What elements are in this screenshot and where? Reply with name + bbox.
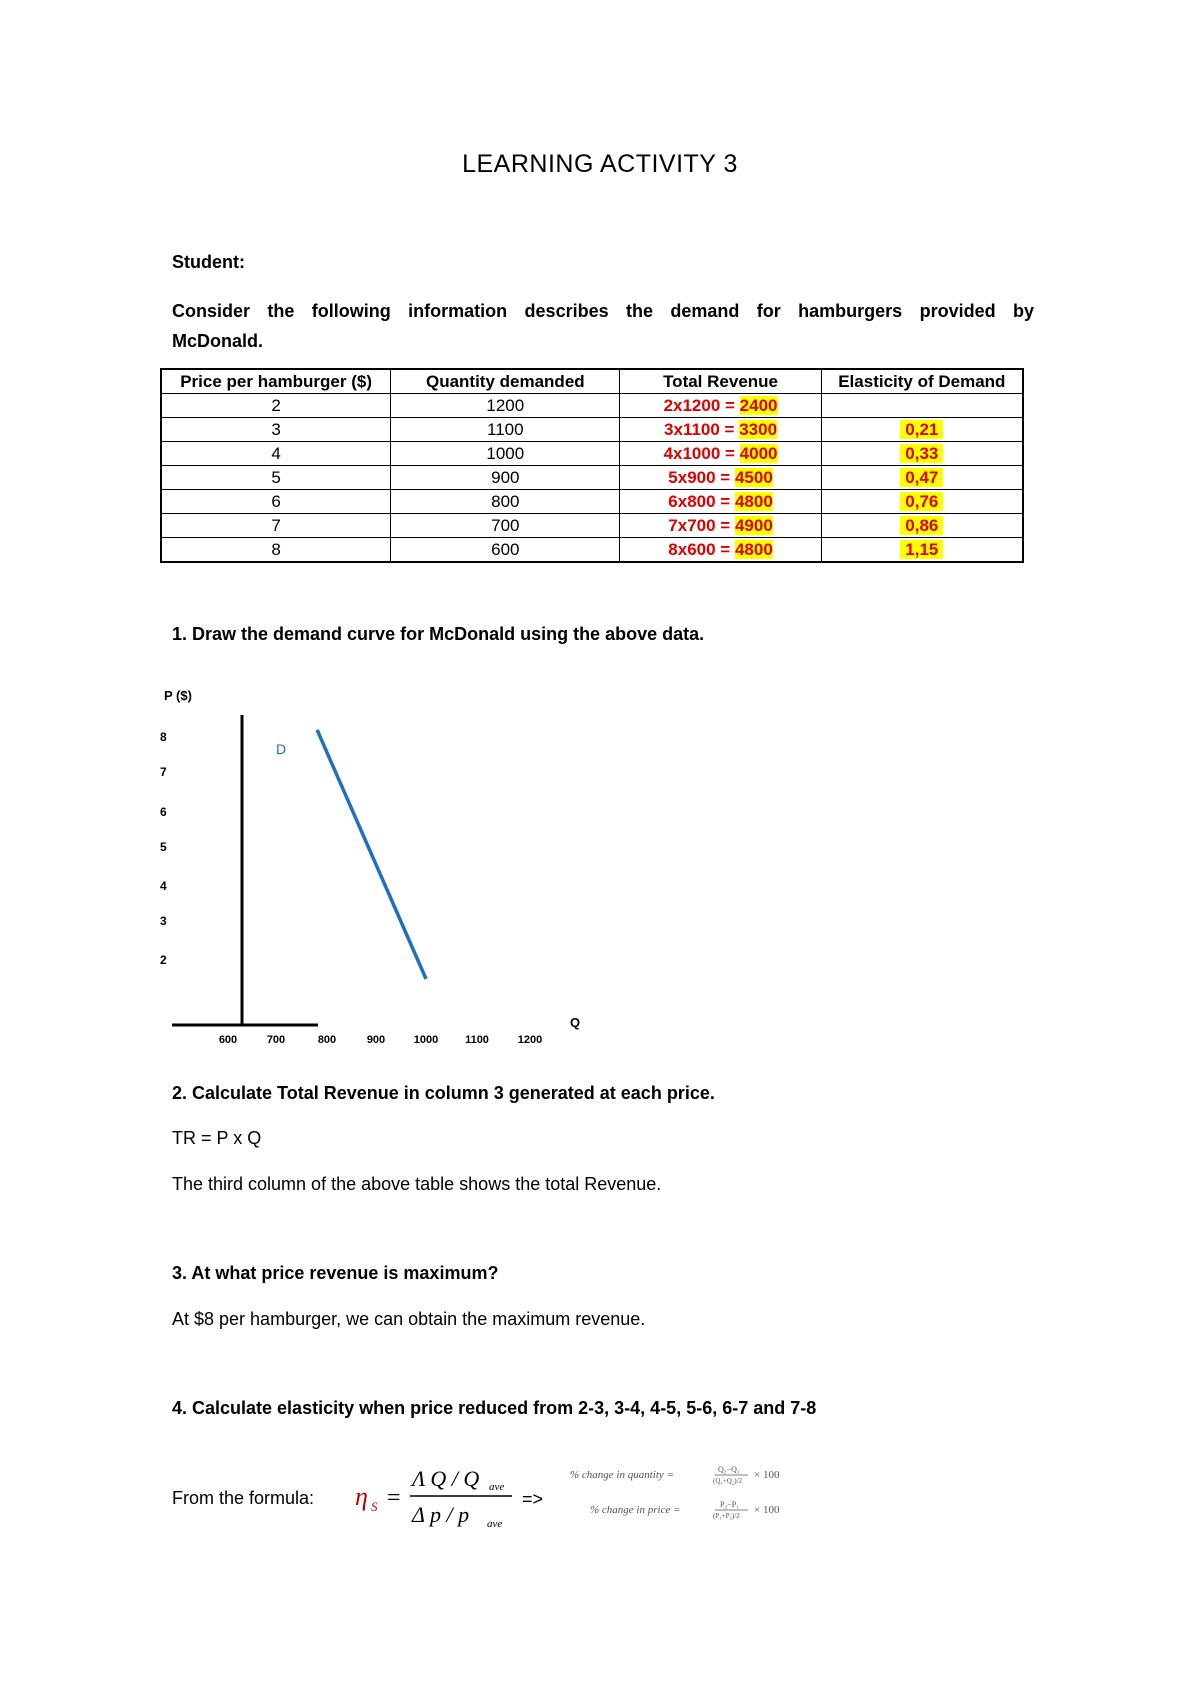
x-tick-label: 600 [218,1034,238,1046]
x-ticks [219,1034,542,1046]
tr-formula: 3x1100 = [664,419,740,439]
cell-quantity: 800 [391,490,620,514]
pct-p-frac-den: (P₁+P₂)/2 [713,1512,740,1520]
cell-elasticity [821,418,1023,442]
x-tick-label: 1100 [465,1034,489,1046]
header-price: Price per hamburger ($) [161,369,391,394]
y-ticks [160,730,167,967]
cell-total-revenue [620,466,821,490]
tr-formula: 7x700 = [668,515,735,535]
cell-total-revenue [620,490,821,514]
cell-elasticity [821,514,1023,538]
table-row [161,490,1023,514]
implies-arrow: => [522,1489,544,1509]
equals-sign: = [387,1485,401,1511]
cell-elasticity [821,466,1023,490]
answer-3: At $8 per hamburger, we can obtain the maximum revenue. [172,1309,646,1329]
answer-2-text: The third column of the above table shows the total Revenue. [172,1174,662,1194]
cell-quantity: 1100 [391,418,620,442]
table-row [161,538,1023,563]
answer-2-formula: TR = P x Q [172,1128,262,1148]
tr-value: 4000 [739,443,778,463]
tr-formula: 2x1200 = [663,395,740,415]
cell-quantity: 1000 [391,442,620,466]
x-tick-label: 1000 [413,1034,439,1046]
cell-quantity: 900 [391,466,620,490]
tr-value: 4800 [734,491,773,511]
y-tick-label: 6 [160,805,167,819]
cell-price: 3 [161,418,391,442]
question-2: 2. Calculate Total Revenue in column 3 generated at each price. [172,1083,715,1103]
tr-formula: 8x600 = [668,539,735,559]
demand-chart [140,680,600,1050]
table-row [161,418,1023,442]
table-header-row [161,369,1023,394]
tr-value: 3300 [739,419,778,439]
x-tick-label: 1200 [517,1034,543,1046]
header-elasticity: Elasticity of Demand [821,369,1023,394]
elasticity-value: 0,47 [900,468,943,487]
y-tick-label: 7 [160,765,167,779]
cell-price: 5 [161,466,391,490]
demand-curve-line [317,730,426,979]
cell-quantity: 1200 [391,394,620,418]
formula-label: From the formula: [172,1488,315,1508]
header-quantity: Quantity demanded [391,369,620,394]
cell-quantity: 600 [391,538,620,563]
cell-elasticity [821,538,1023,563]
elasticity-value: 0,86 [900,516,943,535]
x-tick-label: 900 [366,1034,386,1046]
pct-q-frac-num: Q₂−Q₁ [718,1465,740,1474]
cell-total-revenue [620,418,821,442]
elasticity-value: 1,15 [900,540,943,559]
cell-quantity: 700 [391,514,620,538]
y-tick-label: 3 [160,914,167,928]
table-row [161,442,1023,466]
cell-elasticity [821,394,1023,418]
formula-denominator: Δ p / p [412,1502,470,1527]
question-4: 4. Calculate elasticity when price reduced from 2-3, 3-4, 4-5, 5-6, 6-7 and 7-8 [172,1398,817,1418]
cell-elasticity [821,490,1023,514]
elasticity-value: 0,21 [900,420,943,439]
demand-curve-label: D [276,741,287,757]
cell-price: 4 [161,442,391,466]
tr-value: 4500 [734,467,773,487]
y-tick-label: 2 [160,953,167,967]
intro-paragraph: Consider the following information describes the demand for hamburgers provided by McDonald. [172,301,1034,351]
numerator-subscript: ave [489,1481,505,1493]
pct-q-times-100: × 100 [754,1469,780,1481]
student-label: Student: [172,252,245,272]
y-tick-label: 8 [160,730,167,744]
table-row [161,466,1023,490]
cell-price: 8 [161,538,391,563]
question-1: 1. Draw the demand curve for McDonald using the above data. [172,624,705,644]
formula-numerator: Λ Q / Q [412,1466,480,1491]
eta-subscript: S [371,1499,378,1514]
cell-total-revenue [620,538,821,563]
tr-formula: 6x800 = [668,491,735,511]
y-axis-label: P ($) [164,688,192,703]
pct-change-price: % change in price = [590,1504,681,1516]
tr-formula: 4x1000 = [663,443,740,463]
page-title: LEARNING ACTIVITY 3 [462,150,738,178]
elasticity-formula [350,1450,810,1540]
question-3: 3. At what price revenue is maximum? [172,1263,499,1283]
cell-total-revenue [620,442,821,466]
denominator-subscript: ave [487,1518,503,1530]
elasticity-value: 0,33 [900,444,943,463]
y-tick-label: 4 [160,879,167,893]
cell-elasticity [821,442,1023,466]
pct-change-quantity: % change in quantity = [570,1469,674,1481]
table-row [161,514,1023,538]
cell-price: 2 [161,394,391,418]
demand-table [160,368,1024,563]
pct-p-times-100: × 100 [754,1504,780,1516]
cell-total-revenue [620,394,821,418]
tr-formula: 5x900 = [668,467,735,487]
x-tick-label: 800 [317,1034,337,1046]
x-tick-label: 700 [266,1034,286,1046]
table-row [161,394,1023,418]
pct-q-frac-den: (Q₁+Q₂)/2 [713,1477,743,1485]
pct-p-frac-num: P₂−P₁ [720,1500,739,1509]
cell-total-revenue [620,514,821,538]
elasticity-value: 0,76 [900,492,943,511]
header-total-revenue: Total Revenue [620,369,821,394]
cell-price: 6 [161,490,391,514]
x-axis-label: Q [570,1015,581,1030]
tr-value: 4800 [734,539,773,559]
tr-value: 4900 [734,515,773,535]
cell-price: 7 [161,514,391,538]
tr-value: 2400 [739,395,778,415]
y-tick-label: 5 [160,840,167,854]
eta-symbol: η [355,1482,368,1511]
